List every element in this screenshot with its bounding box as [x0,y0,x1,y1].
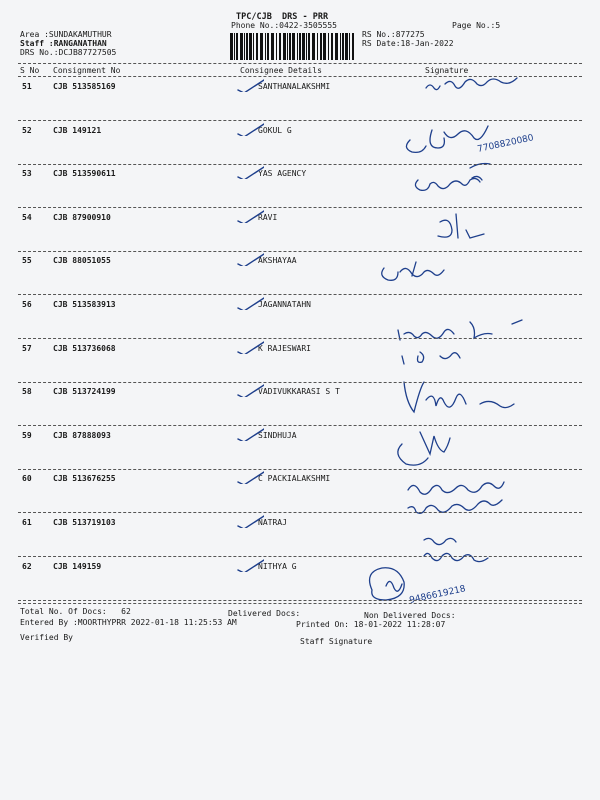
signature-53 [415,176,482,190]
verified-by: Verified By [20,633,73,642]
col-signature: Signature [425,66,469,75]
delivered-docs: Delivered Docs: [228,609,301,618]
signature-56 [398,320,522,340]
row-sno: 55 [22,256,32,265]
row-consignment: CJB 87900910 [53,213,111,222]
row-consignment: CJB 149121 [53,126,102,135]
tick-mark-icon [236,78,264,92]
signature-62 [370,568,405,600]
entered-by: Entered By :MOORTHYPRR 2022-01-18 11:25:53 AM [20,618,237,627]
page-number: Page No.:5 [452,21,501,30]
row-consignee: RAVI [258,213,278,222]
phone-number: Phone No.:0422-3505555 [231,21,337,30]
staff-label: Staff :RANGANATHAN [20,39,107,48]
handwritten-phone-52: 7708820080 [476,133,535,155]
row-consignee: NATRAJ [258,518,287,527]
area-label: Area :SUNDAKAMUTHUR [20,30,112,39]
row-consignment: CJB 87888093 [53,431,111,440]
divider [18,164,582,165]
row-consignment: CJB 513590611 [53,169,116,178]
row-sno: 57 [22,344,32,353]
tick-mark-icon [236,122,264,136]
row-consignee: C PACKIALAKSHMI [258,474,331,483]
document-title: TPC/CJB DRS - PRR [236,12,329,22]
divider [18,556,582,557]
row-sno: 58 [22,387,32,396]
row-consignee: SANTHANALAKSHMI [258,82,331,91]
divider [18,251,582,252]
row-consignee: YAS AGENCY [258,169,307,178]
signature-54 [438,214,484,238]
divider [18,603,582,604]
tick-mark-icon [236,427,264,441]
row-consignment: CJB 513585169 [53,82,116,91]
col-consignment: Consignment No [53,66,121,75]
tick-mark-icon [236,514,264,528]
row-sno: 62 [22,562,32,571]
row-consignee: NITHYA G [258,562,297,571]
row-consignment: CJB 149159 [53,562,102,571]
row-sno: 54 [22,213,32,222]
rs-date: RS Date:18-Jan-2022 [362,39,454,48]
row-consignment: CJB 513583913 [53,300,116,309]
signature-57 [402,352,460,364]
tick-mark-icon [236,296,264,310]
tick-mark-icon [236,558,264,572]
printed-on: Printed On: 18-01-2022 11:28:07 [296,620,446,629]
divider [18,600,582,601]
divider [18,207,582,208]
row-consignment: CJB 513724199 [53,387,116,396]
divider [18,382,582,383]
row-consignment: CJB 513736068 [53,344,116,353]
col-consignee: Consignee Details [240,66,322,75]
divider [18,425,582,426]
rs-number: RS No.:877275 [362,30,425,39]
divider [18,469,582,470]
signature-58 [404,382,514,412]
tick-mark-icon [236,165,264,179]
row-sno: 53 [22,169,32,178]
row-sno: 51 [22,82,32,91]
row-sno: 56 [22,300,32,309]
tick-mark-icon [236,383,264,397]
divider [18,338,582,339]
signature-61 [424,538,488,561]
divider [18,512,582,513]
tick-mark-icon [236,340,264,354]
staff-signature: Staff Signature [300,637,373,646]
row-sno: 52 [22,126,32,135]
non-delivered-docs: Non Delivered Docs: [364,611,456,620]
drs-number: DRS No.:DCJB87727505 [20,48,117,57]
row-consignment: CJB 513719103 [53,518,116,527]
divider [18,120,582,121]
row-sno: 61 [22,518,32,527]
row-sno: 59 [22,431,32,440]
signature-60 [408,482,504,513]
divider [18,294,582,295]
col-sno: S No [20,66,40,75]
tick-mark-icon [236,209,264,223]
row-consignee: JAGANNATAHN [258,300,311,309]
tick-mark-icon [236,470,264,484]
signature-55 [382,262,444,280]
row-consignee: VADIVUKKARASI S T [258,387,340,396]
handwritten-phone-62: 9486619218 [408,584,467,606]
row-consignee: K RAJESWARI [258,344,311,353]
row-consignee: AKSHAYAA [258,256,297,265]
signature-59 [398,432,450,465]
total-docs: Total No. Of Docs: 62 [20,607,131,616]
signature-51 [426,78,517,90]
row-consignee: SINDHUJA [258,431,297,440]
row-sno: 60 [22,474,32,483]
row-consignee: GOKUL G [258,126,292,135]
tick-mark-icon [236,252,264,266]
row-consignment: CJB 513676255 [53,474,116,483]
row-consignment: CJB 88051055 [53,256,111,265]
